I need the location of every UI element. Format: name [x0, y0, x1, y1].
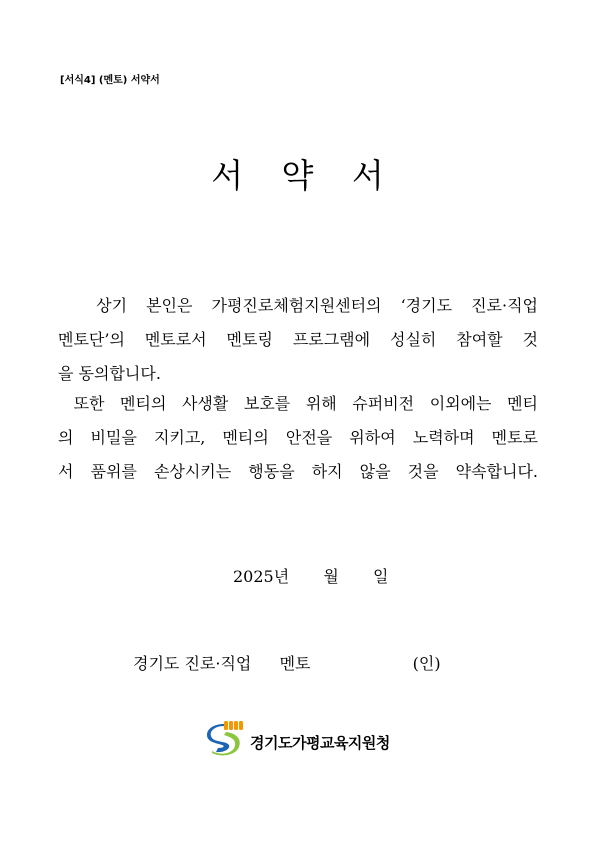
pledge-line: 멘토단’의 멘토로서 멘토링 프로그램에 성실히 참여할 것	[58, 330, 538, 349]
gyeonggi-education-logo-icon	[206, 720, 246, 758]
form-label: [서식4] (멘토) 서약서	[60, 75, 160, 86]
signature-seal: (인)	[412, 654, 441, 673]
pledge-paragraph-1	[58, 289, 538, 391]
pledge-line: 의 비밀을 지키고, 멘티의 안전을 위하여 노력하며 멘토로	[58, 428, 538, 447]
date-year: 2025년	[233, 567, 290, 586]
footer-org-name: 경기도가평교육지원청	[250, 733, 390, 752]
date-month: 월	[323, 567, 339, 586]
pledge-line: 서 품위를 손상시키는 행동을 하지 않을 것을 약속합니다.	[58, 462, 538, 481]
footer-logo	[206, 720, 390, 758]
signature-line	[133, 651, 441, 674]
date-day: 일	[373, 567, 389, 586]
signature-org: 경기도 진로·직업	[133, 654, 252, 673]
pledge-paragraph-2	[58, 387, 538, 489]
pledge-date	[233, 564, 389, 587]
pledge-line: 을 동의합니다.	[58, 364, 161, 383]
pledge-line: 상기 본인은 가평진로체험지원센터의 ‘경기도 진로·직업	[58, 296, 538, 315]
pledge-line: 또한 멘티의 사생활 보호를 위해 슈퍼비전 이외에는 멘티	[58, 394, 538, 413]
signature-role: 멘토	[279, 654, 311, 673]
document-title: 서 약 서	[211, 156, 398, 195]
